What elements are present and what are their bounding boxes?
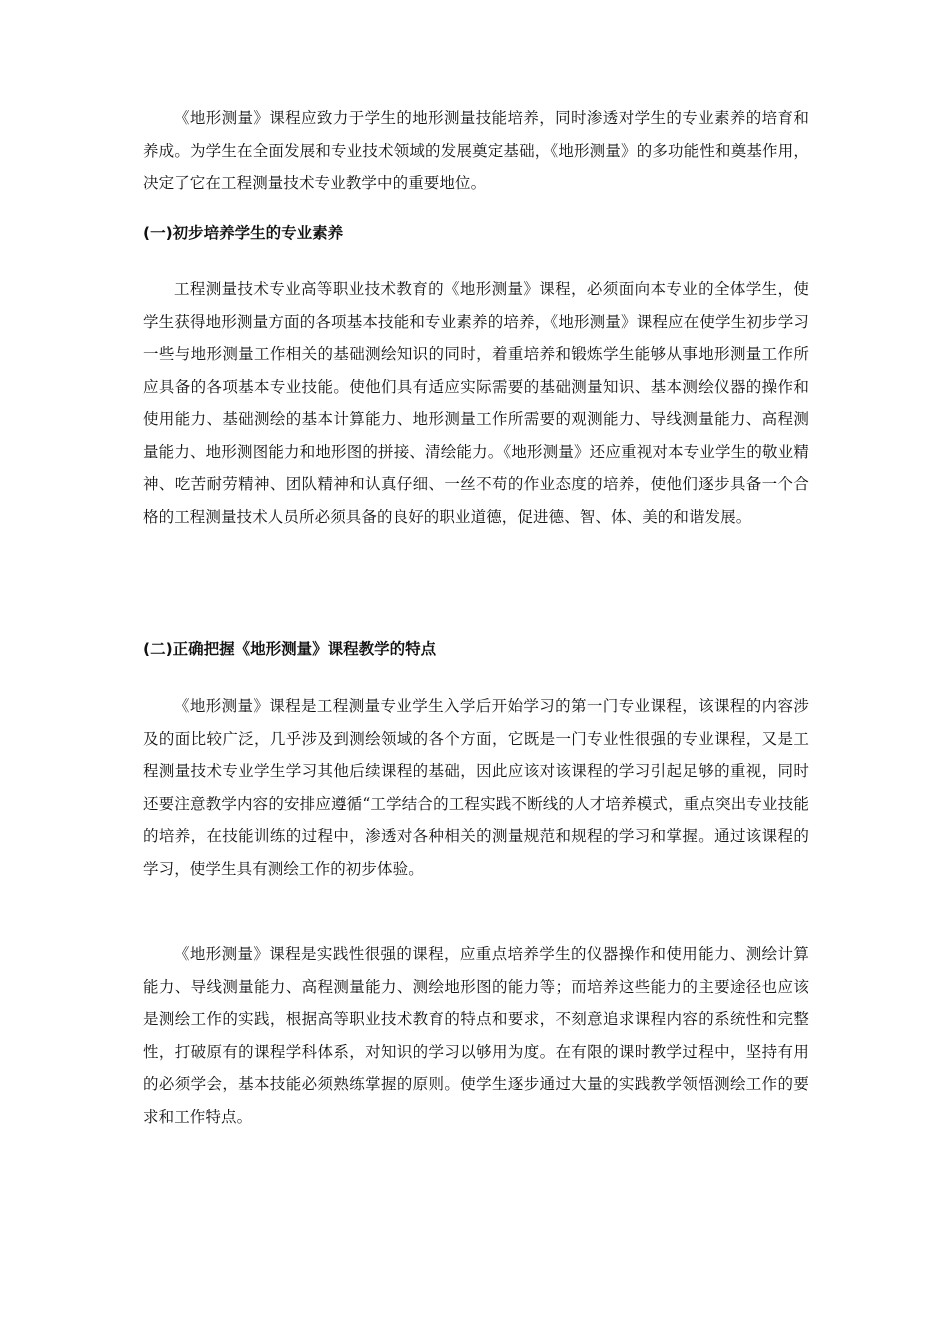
section-heading-2: (二)正确把握《地形测量》课程教学的特点: [143, 640, 437, 658]
paragraph-course-features: 《地形测量》课程是工程测量专业学生入学后开始学习的第一门专业课程，该课程的内容涉及的面比较广泛，几乎涉及到测绘领域的各个方面，它既是一门专业性很强的专业课程，又是工程测量技术专业学生学习其他后续课程的基础，因此应该对该课程的学习引起足够的重视，同时还要注意教学内容的安排应遵循“工学结合的工程实践不断线的人才培养模式，重点突出专业技能的培养，在技能训练的过程中，渗透对各种相关的测量规范和规程的学习和掌握。通过该课程的学习，使学生具有测绘工作的初步体验。: [143, 697, 809, 878]
paragraph-practice: 《地形测量》课程是实践性很强的课程，应重点培养学生的仪器操作和使用能力、测绘计算能力、导线测量能力、高程测量能力、测绘地形图的能力等；而培养这些能力的主要途径也应该是测绘工作的实践，根据高等职业技术教育的特点和要求，不刻意追求课程内容的系统性和完整性，打破原有的课程学科体系，对知识的学习以够用为度。在有限的课时教学过程中，坚持有用的必须学会，基本技能必须熟练掌握的原则。使学生逐步通过大量的实践教学领悟测绘工作的要求和工作特点。: [143, 945, 809, 1126]
paragraph-intro: 《地形测量》课程应致力于学生的地形测量技能培养，同时渗透对学生的专业素养的培育和养成。为学生在全面发展和专业技术领域的发展奠定基础，《地形测量》的多功能性和奠基作用，决定了它在工程测量技术专业教学中的重要地位。: [143, 109, 809, 192]
paragraph-professional-quality: 工程测量技术专业高等职业技术教育的《地形测量》课程，必须面向本专业的全体学生，使学生获得地形测量方面的各项基本技能和专业素养的培养，《地形测量》课程应在使学生初步学习一些与地形测量工作相关的基础测绘知识的同时，着重培养和锻炼学生能够从事地形测量工作所应具备的各项基本专业技能。使他们具有适应实际需要的基础测量知识、基本测绘仪器的操作和使用能力、基础测绘的基本计算能力、地形测量工作所需要的观测能力、导线测量能力、高程测量能力、地形测图能力和地形图的拼接、清绘能力。《地形测量》还应重视对本专业学生的敬业精神、吃苦耐劳精神、团队精神和认真仔细、一丝不苟的作业态度的培养，使他们逐步具备一个合格的工程测量技术人员所必须具备的良好的职业道德，促进德、智、体、美的和谐发展。: [143, 280, 809, 526]
section-heading-1: (一)初步培养学生的专业素养: [143, 224, 344, 242]
